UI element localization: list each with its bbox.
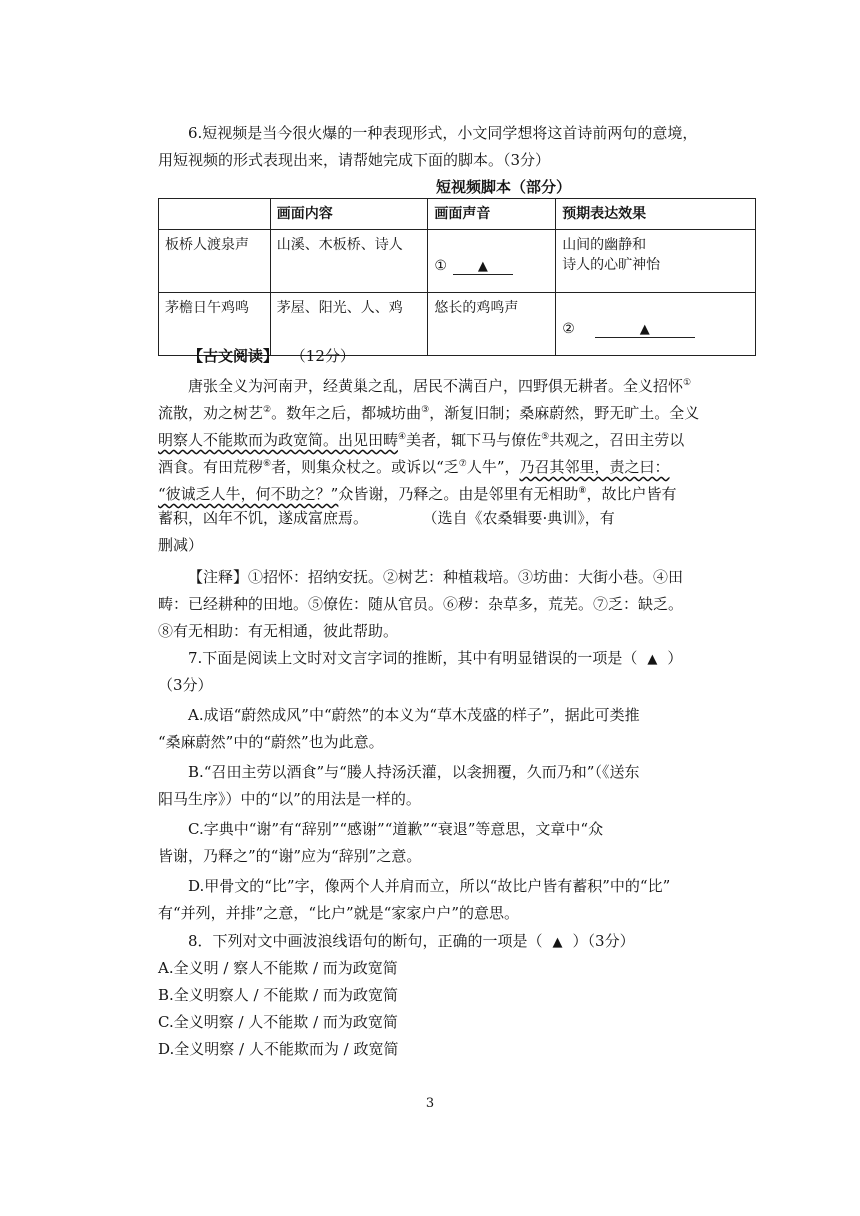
q8-option-c: C.全义明察 / 人不能欺 / 而为政宽简 — [158, 1013, 398, 1031]
q6-line-2: 用短视频的形式表现出来，请帮她完成下面的脚本。（3分） — [158, 151, 551, 169]
q7-score: （3分） — [158, 676, 213, 694]
footnote-mark: ⑥ — [263, 459, 272, 469]
q7-stem — [188, 647, 682, 671]
section-heading — [188, 345, 355, 367]
passage-text: 唐张全义为河南尹，经黄巢之乱，居民不满百户，四野俱无耕者。全义招怀 — [188, 377, 684, 395]
page-number: 3 — [425, 1096, 435, 1111]
passage-text: 流散，劝之树艺 — [158, 404, 264, 422]
script-table — [158, 198, 756, 356]
passage-text: ，渐复旧制；桑麻蔚然，野无旷土。全义 — [429, 404, 700, 422]
table-header-row — [159, 199, 756, 230]
footnote-mark: ⑦ — [458, 459, 467, 469]
q8-stem-text: 8．下列对文中画波浪线语句的断句，正确的一项是（ — [188, 932, 543, 950]
q8-stem-close: ）（3分） — [572, 932, 635, 950]
triangle-icon: ▲ — [639, 322, 650, 337]
triangle-icon: ▲ — [647, 652, 658, 667]
q8-option-a: A.全义明 / 察人不能欺 / 而为政宽简 — [158, 959, 398, 977]
q7-option-b-line-2: 阳马生序》）中的“以”的用法是一样的。 — [158, 790, 421, 808]
sound-blank-wrapper — [434, 258, 549, 275]
section-score: （12分） — [290, 347, 355, 365]
notes-line-1: 【注释】①招怀：招纳安抚。②树艺：种植栽培。③坊曲：大街小巷。④田 — [188, 568, 684, 586]
table-cell-content: 山溪、木板桥、诗人 — [270, 230, 428, 293]
table-cell-content: 茅屋、阳光、人、鸡 — [270, 293, 428, 356]
notes-line-3: ⑧有无相助：有无相通，彼此帮助。 — [158, 622, 399, 640]
wavy-underlined-text: “彼诚乏人牛，何不助之？” — [158, 485, 339, 503]
passage-text: ，故比户皆有 — [586, 485, 677, 503]
answer-blank-1 — [453, 258, 513, 275]
q7-option-c-line-1: C.字典中“谢”有“辞别”“感谢”“道歉”“衰退”等意思，文章中“众 — [188, 820, 604, 838]
footnote-mark: ① — [683, 378, 692, 388]
q7-option-a-line-2: “桑麻蔚然”中的“蔚然”也为此意。 — [158, 733, 384, 751]
blank-marker-1: ① — [434, 258, 447, 274]
table-header-cell: 画面声音 — [428, 199, 556, 230]
q7-option-a-line-1: A.成语“蔚然成风”中“蔚然”的本义为“草木茂盛的样子”，据此可类推 — [188, 706, 640, 724]
table-header-cell: 画面内容 — [270, 199, 428, 230]
section-title: 【古文阅读】 — [188, 347, 279, 365]
effect-line-2: 诗人的心旷神怡 — [562, 257, 661, 273]
q7-option-c-line-2: 皆谢，乃释之”的“谢”应为“辞别”之意。 — [158, 847, 422, 865]
footnote-mark: ⑤ — [541, 432, 550, 442]
passage-text: 者，则集众杖之。或诉以“乏 — [271, 458, 459, 476]
table-cell-scene: 茅檐日午鸡鸣 — [159, 293, 271, 356]
table-cell-scene: 板桥人渡泉声 — [159, 230, 271, 293]
source-citation: （选自《农桑辑要·典训》，有 — [430, 509, 615, 527]
q7-stem-close: ） — [667, 649, 683, 667]
passage-line-6 — [158, 507, 615, 529]
notes-line-2: 畴：已经耕种的田地。⑤僚佐：随从官员。⑥秽：杂草多，荒芜。⑦乏：缺乏。 — [158, 595, 684, 613]
footnote-mark: ② — [263, 405, 272, 415]
passage-line-7: 删减） — [158, 536, 204, 554]
passage-line-2 — [158, 399, 699, 424]
footnote-mark: ③ — [421, 405, 430, 415]
passage-text: 众皆谢，乃释之。由是邻里有无相助 — [338, 485, 579, 503]
q7-option-b-line-1: B.“召田主劳以酒食”与“媵人持汤沃灌，以衾拥覆，久而乃和”（《送东 — [188, 763, 640, 781]
q8-stem — [188, 930, 635, 954]
table-cell-sound — [428, 230, 556, 293]
footnote-mark: ④ — [398, 432, 407, 442]
table-header-cell: 预期表达效果 — [556, 199, 756, 230]
q8-option-d: D.全义明察 / 人不能欺而为 / 政宽简 — [158, 1040, 399, 1058]
table-title: 短视频脚本（部分） — [436, 178, 572, 196]
q7-option-d-line-2: 有“并列，并排”之意，“比户”就是“家家户户”的意思。 — [158, 904, 520, 922]
table-cell-effect — [556, 230, 756, 293]
passage-line-5 — [158, 480, 676, 505]
answer-blank-2 — [595, 321, 695, 338]
passage-text: 蓄积，凶年不饥，遂成富庶焉。 — [158, 509, 369, 527]
q6-line-1: 6.短视频是当今很火爆的一种表现形式，小文同学想将这首诗前两句的意境， — [188, 124, 698, 142]
passage-text: 美者，辄下马与僚佐 — [406, 431, 542, 449]
triangle-icon: ▲ — [552, 935, 563, 950]
table-row — [159, 230, 756, 293]
passage-line-4 — [158, 453, 670, 478]
passage-text: 共观之，召田主劳以 — [549, 431, 685, 449]
q7-stem-text: 7.下面是阅读上文时对文言字词的推断，其中有明显错误的一项是（ — [188, 649, 638, 667]
passage-line-3 — [158, 426, 684, 451]
footnote-mark: ⑧ — [578, 486, 587, 496]
effect-blank-wrapper — [562, 321, 749, 338]
table-cell-sound: 悠长的鸡鸣声 — [428, 293, 556, 356]
passage-text: 。数年之后，都城坊曲 — [271, 404, 422, 422]
passage-text: 酒食。有田荒秽 — [158, 458, 264, 476]
passage-text: 人牛”， — [466, 458, 520, 476]
q7-option-d-line-1: D.甲骨文的“比”字，像两个人并肩而立，所以“故比户皆有蓄积”中的“比” — [188, 877, 671, 895]
blank-marker-2: ② — [562, 321, 575, 337]
effect-line-1: 山间的幽静和 — [562, 237, 647, 253]
triangle-icon: ▲ — [477, 259, 488, 274]
q8-option-b: B.全义明察人 / 不能欺 / 而为政宽简 — [158, 986, 398, 1004]
table-header-cell — [159, 199, 271, 230]
wavy-underlined-text: 明察人不能欺而为政宽简。出见田畴 — [158, 431, 399, 449]
wavy-underlined-text: 乃召其邻里，责之曰： — [519, 458, 670, 476]
table-cell-effect — [556, 293, 756, 356]
passage-line-1 — [188, 372, 691, 397]
